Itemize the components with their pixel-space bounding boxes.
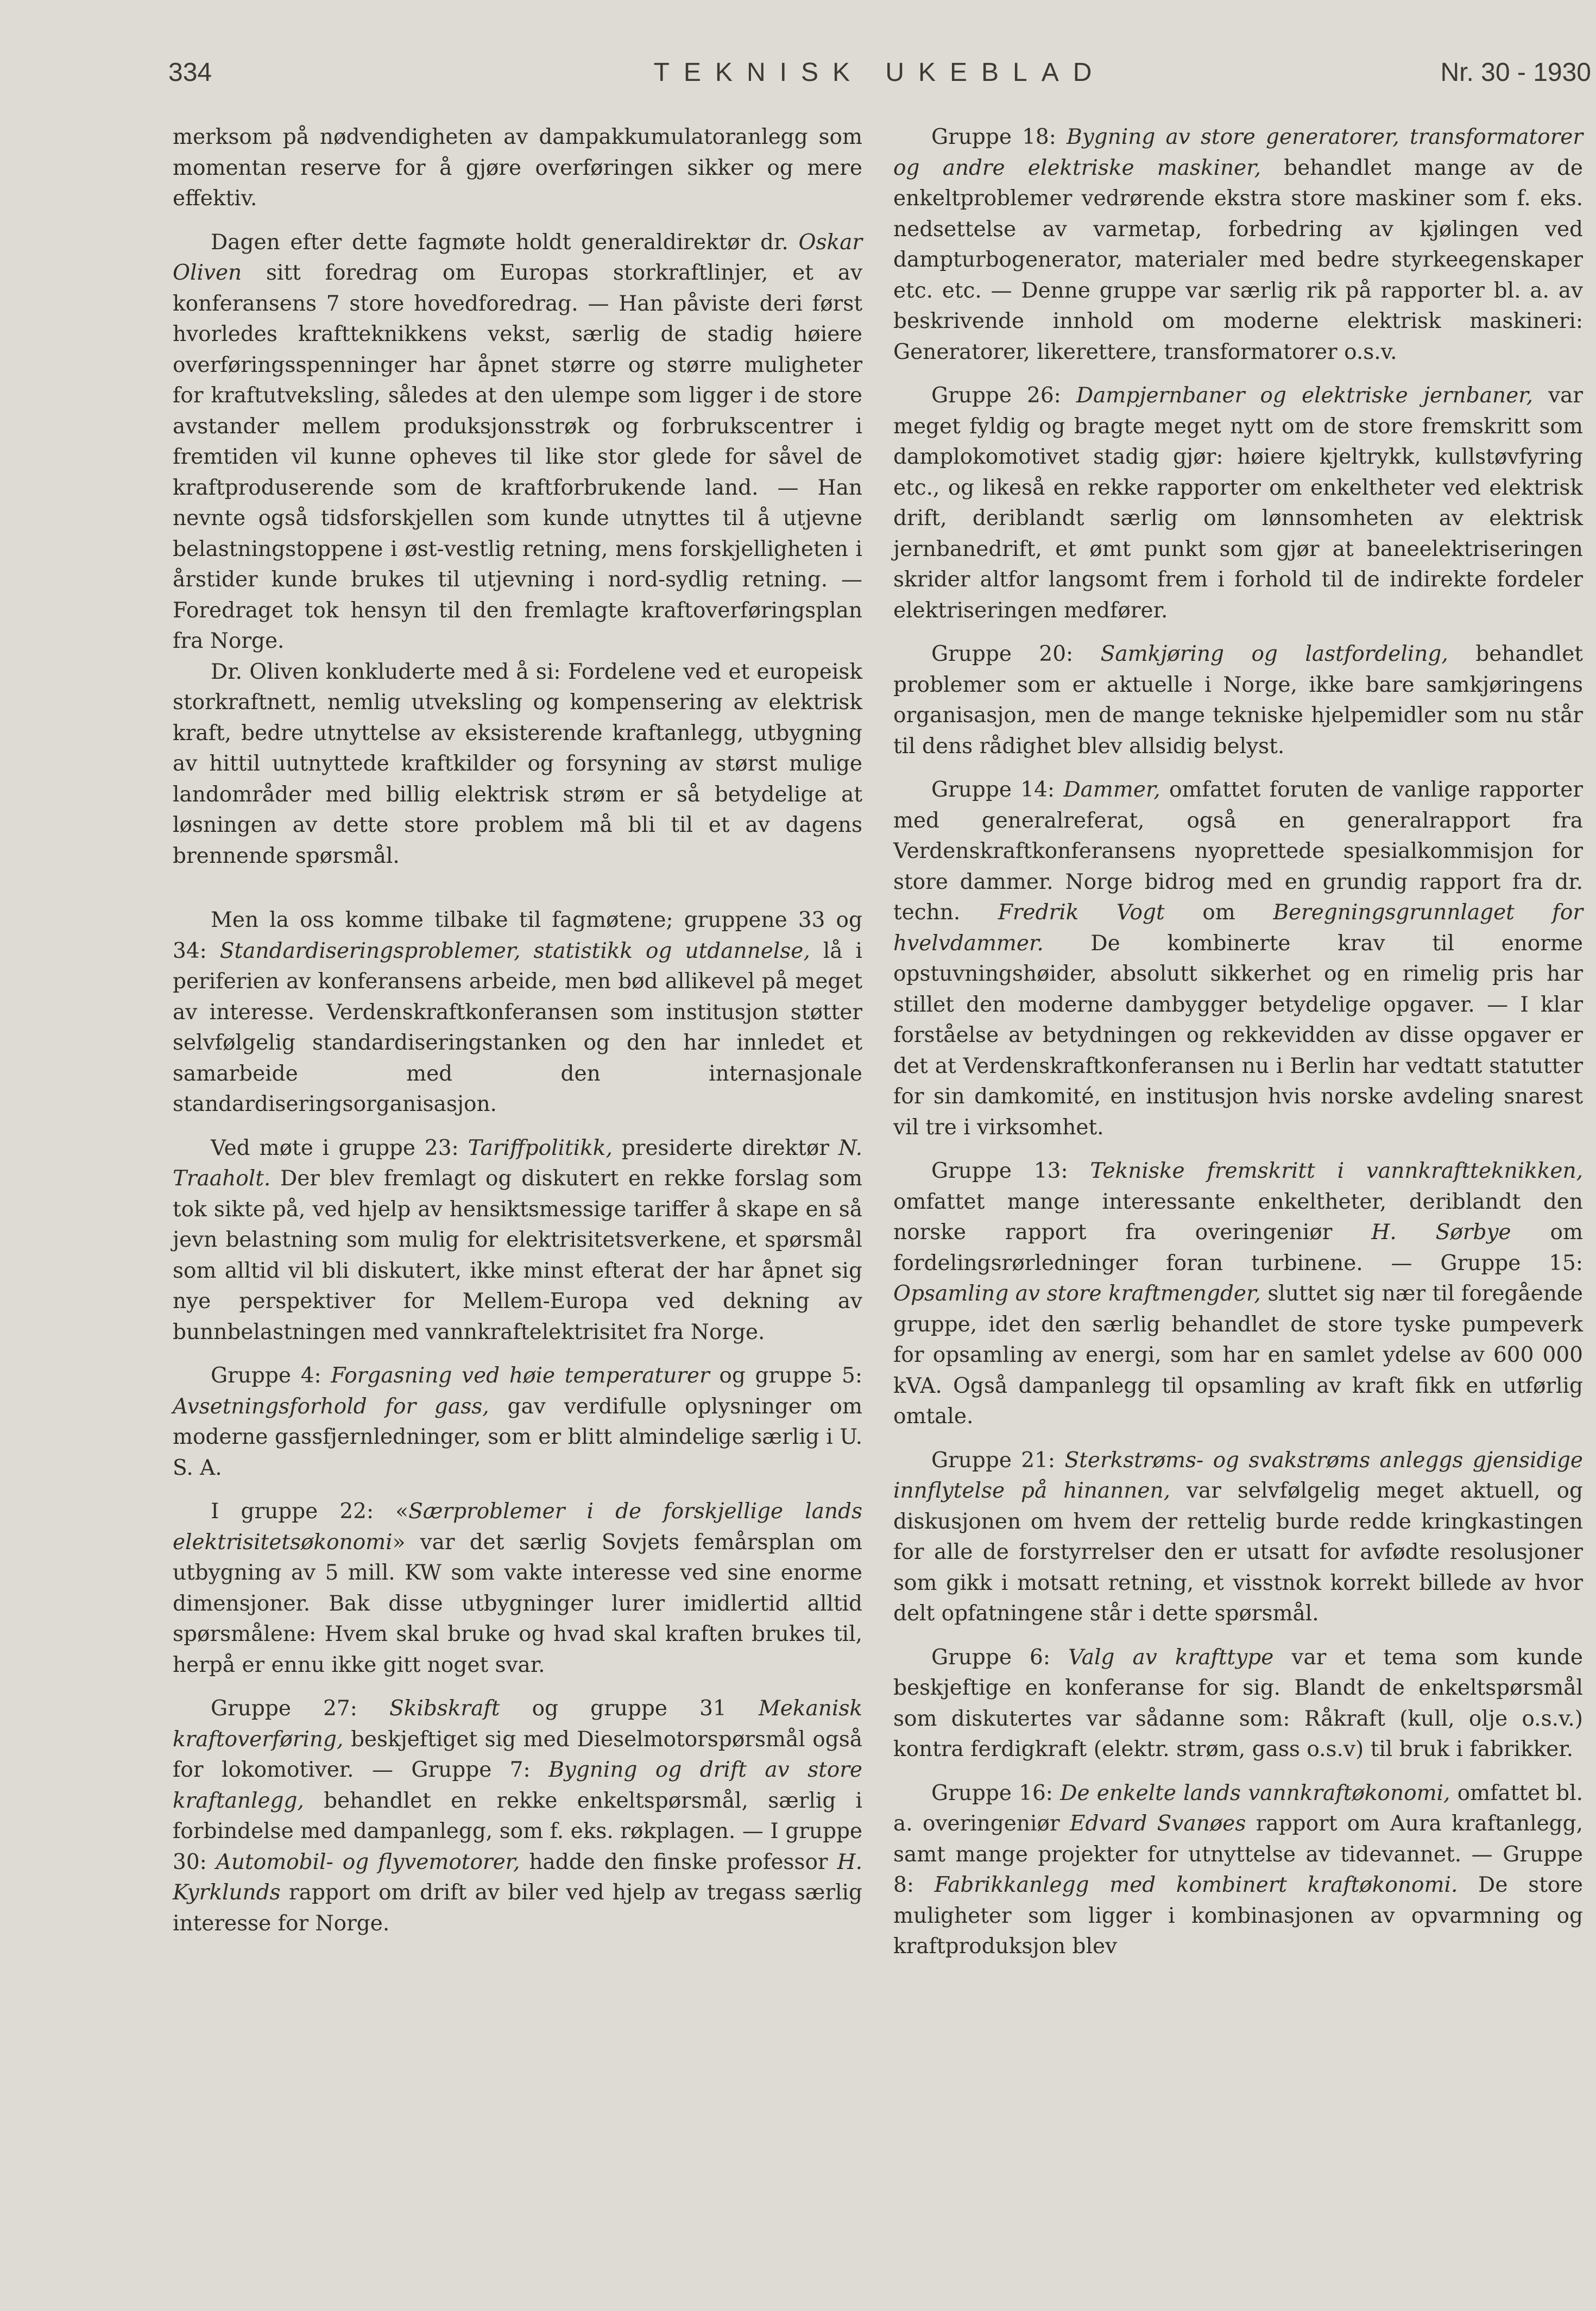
paragraph: Men la oss komme tilbake til fagmøtene; gruppene 33 og 34: Standardiseringsproblemer, statistikk og utdannelse, lå i periferien av konferansens arbeide, men bød allikevel på meget av interesse. Verdenskraftkonferansen som institusjon støtter selvfølgelig standardiseringstanken og den har innledet et samarbeide med den internasjonale standardiseringsorganisasjon. bbox=[173, 908, 862, 1116]
paragraph: Gruppe 20: Samkjøring og lastfordeling, behandlet problemer som er aktuelle i Norge, ikke bare samkjøringens organisasjon, men de mange tekniske hjelpemidler som nu står til dens rådighet blev allsidig belyst. bbox=[893, 642, 1583, 759]
paragraph: Gruppe 21: Sterkstrøms- og svakstrøms anleggs gjensidige innflytelse på hinannen, var selvfølgelig meget aktuell, og diskusjonen om hvem der rettelig burde redde kringkastingen for alle de forstyrrelser den er utsatt for avfødte resolusjoner som gikk i motsatt retning, et visstnok korrekt billede av hvor delt opfatningene står i dette spørsmål. bbox=[893, 1448, 1583, 1626]
page-number: 334 bbox=[168, 58, 212, 87]
paragraph: Ved møte i gruppe 23: Tariffpolitikk, presiderte direktør N. Traaholt. Der blev fremlagt og diskutert en rekke forslag som tok sikte på, ved hjelp av hensiktsmessige tariffer å skape en så jevn belastning som mulig for elektrisitetsverkene, et spørsmål som alltid vil bli diskutert, ikke minst efterat der har åpnet sig nye perspektiver for Mellem-Europa ved dekning av bunnbelastningen med vannkraftelektrisitet fra Norge. bbox=[173, 1135, 862, 1344]
journal-title: TEKNISK UKEBLAD bbox=[653, 58, 1106, 87]
issue-label: Nr. 30 - 1930 bbox=[1440, 58, 1591, 87]
paragraph: I gruppe 22: «Særproblemer i de forskjellige lands elektrisitetsøkonomi» var det særlig Sovjets femårsplan om utbygning av 5 mill. KW som vakte interesse ved sine enorme dimensjoner. Bak disse utbygninger lurer imidlertid alltid spørsmålene: Hvem skal bruke og hvad skal kraften brukes til, herpå er ennu ikke gitt noget svar. bbox=[173, 1499, 862, 1677]
paragraph: Dagen efter dette fagmøte holdt generaldirektør dr. Oskar Oliven sitt foredrag om Europas storkraftlinjer, et av konferansens 7 store hovedforedrag. — Han påviste deri først hvorledes kraftteknikkens vekst, særlig de stadig høiere overføringsspenninger har åpnet større og større muligheter for kraftutveksling, således at den ulempe som ligger i de store avstander mellem produksjonsstrøk og forbrukscentrer i fremtiden vil kunne opheves til like stor glede for såvel de kraftproduserende som de kraftforbrukende land. — Han nevnte også tidsforskjellen som kunde utnyttes til å utjevne belastningstoppene i øst-vestlig retning, mens forskjelligheten i årstider kunde brukes til utjevning i nord-sydlig retning. — Foredraget tok hensyn til den fremlagte kraftoverføringsplan fra Norge. bbox=[173, 230, 862, 653]
right-column bbox=[893, 122, 1583, 1962]
paragraph: merksom på nødvendigheten av dampakkumulatoranlegg som momentan reserve for å gjøre overføringen sikker og mere effektiv. bbox=[173, 125, 862, 211]
paragraph: Gruppe 4: Forgasning ved høie temperaturer og gruppe 5: Avsetningsforhold for gass, gav verdifulle oplysninger om moderne gassfjernledninger, som er blitt almindelige særlig i U. S. A. bbox=[173, 1363, 862, 1480]
paragraph: Gruppe 18: Bygning av store generatorer, transformatorer og andre elektriske maskiner, behandlet mange av de enkeltproblemer vedrørende ekstra store maskiner som f. eks. nedsettelse av varmetap, forbedring av kjølingen ved dampturbogenerator, materialer med bedre styrkeegenskaper etc. etc. — Denne gruppe var særlig rik på rapporter bl. a. av beskrivende innhold om moderne elektrisk maskineri: Generatorer, likerettere, transformatorer o.s.v. bbox=[893, 125, 1583, 364]
paragraph: Gruppe 27: Skibskraft og gruppe 31 Mekanisk kraftoverføring, beskjeftiget sig med Dieselmotorspørsmål også for lokomotiver. — Gruppe 7: Bygning og drift av store kraftanlegg, behandlet en rekke enkeltspørsmål, særlig i forbindelse med dampanlegg, som f. eks. røkplagen. — I gruppe 30: Automobil- og flyvemotorer, hadde den finske professor H. Kyrklunds rapport om drift av biler ved hjelp av tregass særlig interesse for Norge. bbox=[173, 1696, 862, 1936]
paragraph: Gruppe 26: Dampjernbaner og elektriske jernbaner, var meget fyldig og bragte meget nytt om de store fremskritt som damplokomotivet stadig gjør: høiere kjeltrykk, kullstøvfyring etc., og likeså en rekke rapporter om enkeltheter ved elektrisk drift, deriblandt særlig om lønnsomheten av elektrisk jernbanedrift, et ømt punkt som gjør at baneelektriseringen skrider altfor langsomt frem i forhold til de indirekte fordeler elektriseringen medfører. bbox=[893, 383, 1583, 623]
left-column bbox=[173, 122, 862, 1939]
paragraph: Gruppe 13: Tekniske fremskritt i vannkraftteknikken, omfattet mange interessante enkeltheter, deriblandt den norske rapport fra overingeniør H. Sørbye om fordelingsrørledninger foran turbinene. — Gruppe 15: Opsamling av store kraftmengder, sluttet sig nær til foregående gruppe, idet den særlig behandlet de store tyske pumpeverk for opsamling av energi, som har en samlet ydelse av 600 000 kVA. Også dampanlegg til opsamling av kraft fikk en utførlig omtale. bbox=[893, 1159, 1584, 1429]
paragraph: Dr. Oliven konkluderte med å si: Fordelene ved et europeisk storkraftnett, nemlig utveksling og kompensering av elektrisk kraft, bedre utnyttelse av eksisterende kraftanlegg, utbygning av hittil uutnyttede kraftkilder og forsyning av størst mulige landområder med billig elektrisk strøm er så betydelige at løsningen av dette store problem må bli til et av dagens brennende spørsmål. bbox=[173, 659, 862, 868]
page-header bbox=[168, 54, 1591, 98]
paragraph: Gruppe 14: Dammer, omfattet foruten de vanlige rapporter med generalreferat, også en generalrapport fra Verdenskraftkonferansens nyoprettede spesialkommisjon for store dammer. Norge bidrog med en grundig rapport fra dr. techn. Fredrik Vogt om Beregningsgrunnlaget for hvelvdammer. De kombinerte krav til enorme opstuvningshøider, absolutt sikkerhet og en rimelig pris har stillet den moderne dambygger betydelige opgaver. — I klar forståelse av betydningen og rekkevidden av disse opgaver er det at Verdenskraftkonferansen nu i Berlin har vedtatt statutter for sin damkomité, en institusjon hvis norske avdeling snarest vil tre i virksomhet. bbox=[893, 778, 1583, 1140]
paragraph: Gruppe 16: De enkelte lands vannkraftøkonomi, omfattet bl. a. overingeniør Edvard Svanøes rapport om Aura kraftanlegg, samt mange projekter for utnyttelse av tidevannet. — Gruppe 8: Fabrikkanlegg med kombinert kraftøkonomi. De store muligheter som ligger i kombinasjonen av opvarmning og kraftproduksjon blev bbox=[893, 1780, 1584, 1959]
paragraph: Gruppe 6: Valg av krafttype var et tema som kunde beskjeftige en konferanse for sig. Blandt de enkeltspørsmål som diskutertes var sådanne som: Råkraft (kull, olje o.s.v.) kontra ferdigkraft (elektr. strøm, gass o.s.v) til bruk i fabrikker. bbox=[893, 1645, 1583, 1761]
